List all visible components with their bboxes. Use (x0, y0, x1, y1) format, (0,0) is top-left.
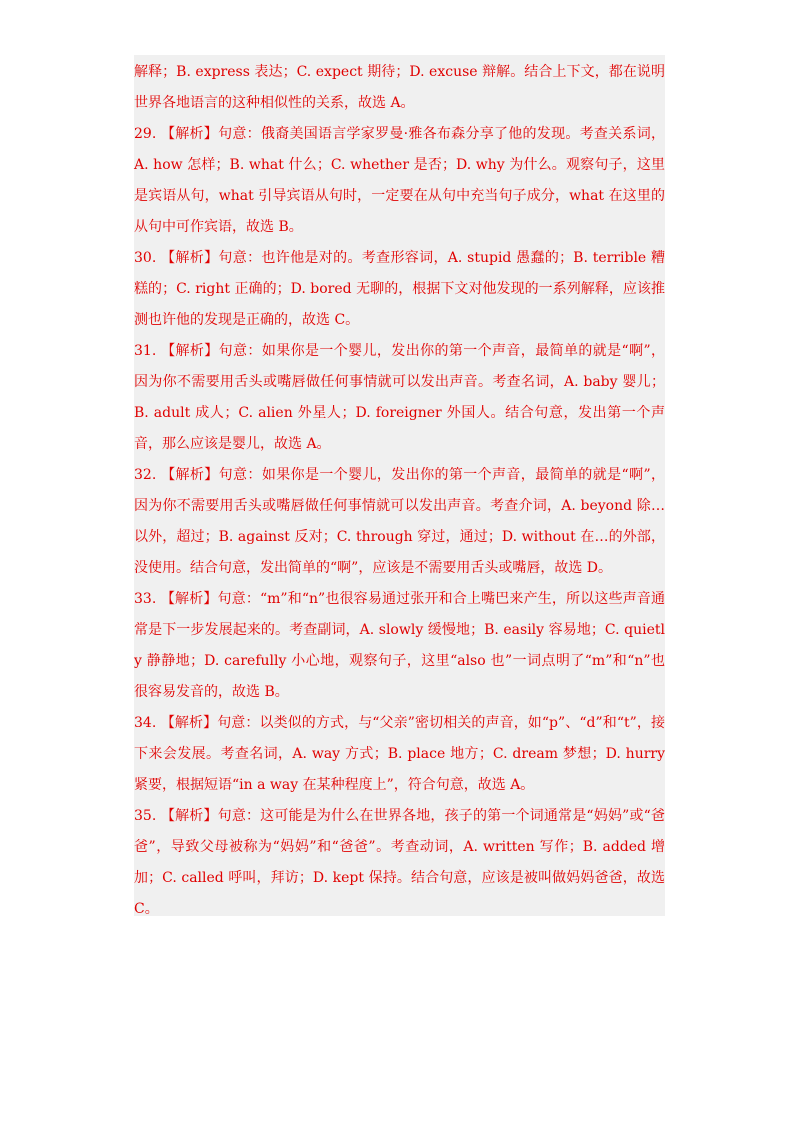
explanation-paragraph-28-continued: 解释；B. express 表达；C. expect 期待；D. excuse 辩解。结合上下文，都在说明世界各地语言的这种相似性的关系，故选 A。 (134, 64, 665, 111)
answer-explanations-block (134, 55, 665, 916)
explanation-paragraph-33: 33. 【解析】句意：“m”和“n”也很容易通过张开和合上嘴巴来产生，所以这些声音通常是下一步发展起来的。考查副词，A. slowly 缓慢地；B. easily 容易地；C. quietly 静静地；D. carefully 小心地，观察句子，这里“also 也”一词点明了“m”和“n”也很容易发音的，故选 B。 (134, 591, 665, 700)
explanation-paragraph-29: 29. 【解析】句意：俄裔美国语言学家罗曼·雅各布森分享了他的发现。考查关系词，A. how 怎样；B. what 什么；C. whether 是否；D. why 为什么。观察句子，这里是宾语从句，what 引导宾语从句时，一定要在从句中充当句子成分，what 在这里的从句中可作宾语，故选 B。 (134, 126, 665, 235)
explanation-paragraph-30: 30. 【解析】句意：也许他是对的。考查形容词，A. stupid 愚蠢的；B. terrible 糟糕的；C. right 正确的；D. bored 无聊的，根据下文对他发现的一系列解释，应该推测也许他的发现是正确的，故选 C。 (134, 250, 665, 328)
explanation-paragraph-35: 35. 【解析】句意：这可能是为什么在世界各地，孩子的第一个词通常是“妈妈”或“爸爸”，导致父母被称为“妈妈”和“爸爸”。考查动词，A. written 写作；B. added 增加；C. called 呼叫，拜访；D. kept 保持。结合句意，应该是被叫做妈妈爸爸，故选 C。 (134, 808, 665, 917)
explanation-paragraph-31: 31. 【解析】句意：如果你是一个婴儿，发出你的第一个声音，最简单的就是“啊”，因为你不需要用舌头或嘴唇做任何事情就可以发出声音。考查名词，A. baby 婴儿；B. adult 成人；C. alien 外星人；D. foreigner 外国人。结合句意，发出第一个声音，那么应该是婴儿，故选 A。 (134, 343, 665, 452)
explanation-paragraph-32: 32. 【解析】句意：如果你是一个婴儿，发出你的第一个声音，最简单的就是“啊”，因为你不需要用舌头或嘴唇做任何事情就可以发出声音。考查介词，A. beyond 除…以外，超过；B. against 反对；C. through 穿过，通过；D. without 在…的外部，没使用。结合句意，发出简单的“啊”，应该是不需要用舌头或嘴唇，故选 D。 (134, 467, 665, 576)
explanation-paragraph-34: 34. 【解析】句意：以类似的方式，与“父亲”密切相关的声音，如“p”、“d”和“t”，接下来会发展。考查名词，A. way 方式；B. place 地方；C. dream 梦想；D. hurry 紧要，根据短语“in a way 在某种程度上”，符合句意，故选 A。 (134, 715, 665, 793)
